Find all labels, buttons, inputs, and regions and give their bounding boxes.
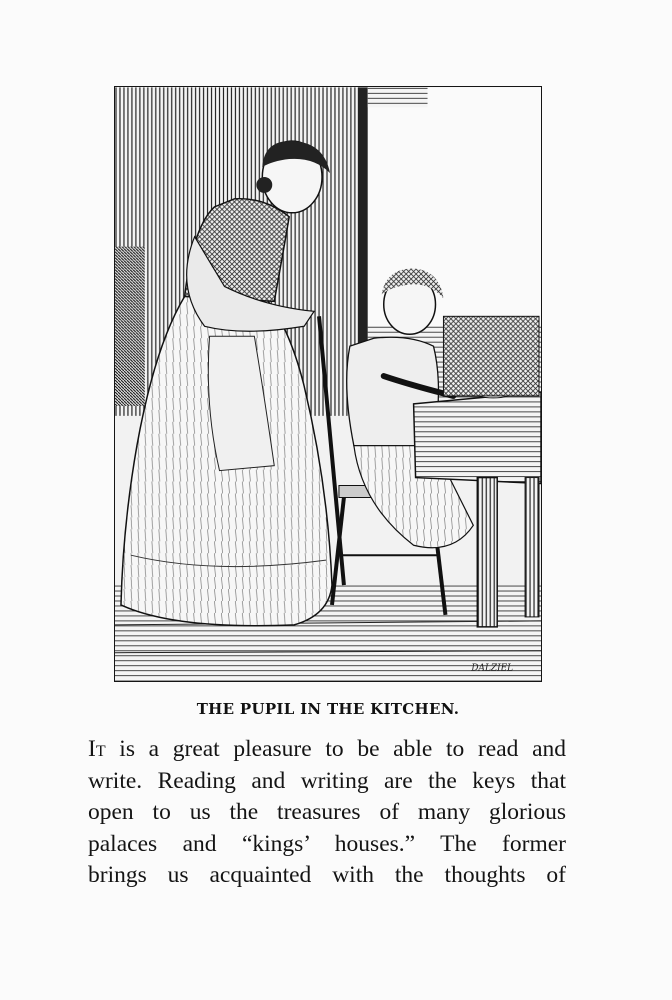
text-line-3: open to us the treasures of many glorious [88, 799, 566, 825]
kitchen-table [414, 392, 541, 484]
text-line-4: palaces and “kings’ houses.” The former [88, 830, 566, 857]
text-line-1: It is a great pleasure to be able to read and [88, 736, 566, 762]
body-paragraph [88, 734, 566, 892]
illustration-caption: THE PUPIL IN THE KITCHEN. [196, 700, 460, 718]
engraver-signature: DALZIEL [471, 663, 514, 674]
text-line-2: write. Reading and writing are the keys that [88, 767, 566, 794]
kitchen-illustration [114, 86, 542, 682]
drop-word: It [88, 736, 106, 762]
text-line-5: brings us acquainted with the thoughts of [88, 862, 566, 888]
engraving-drawing [115, 87, 541, 681]
